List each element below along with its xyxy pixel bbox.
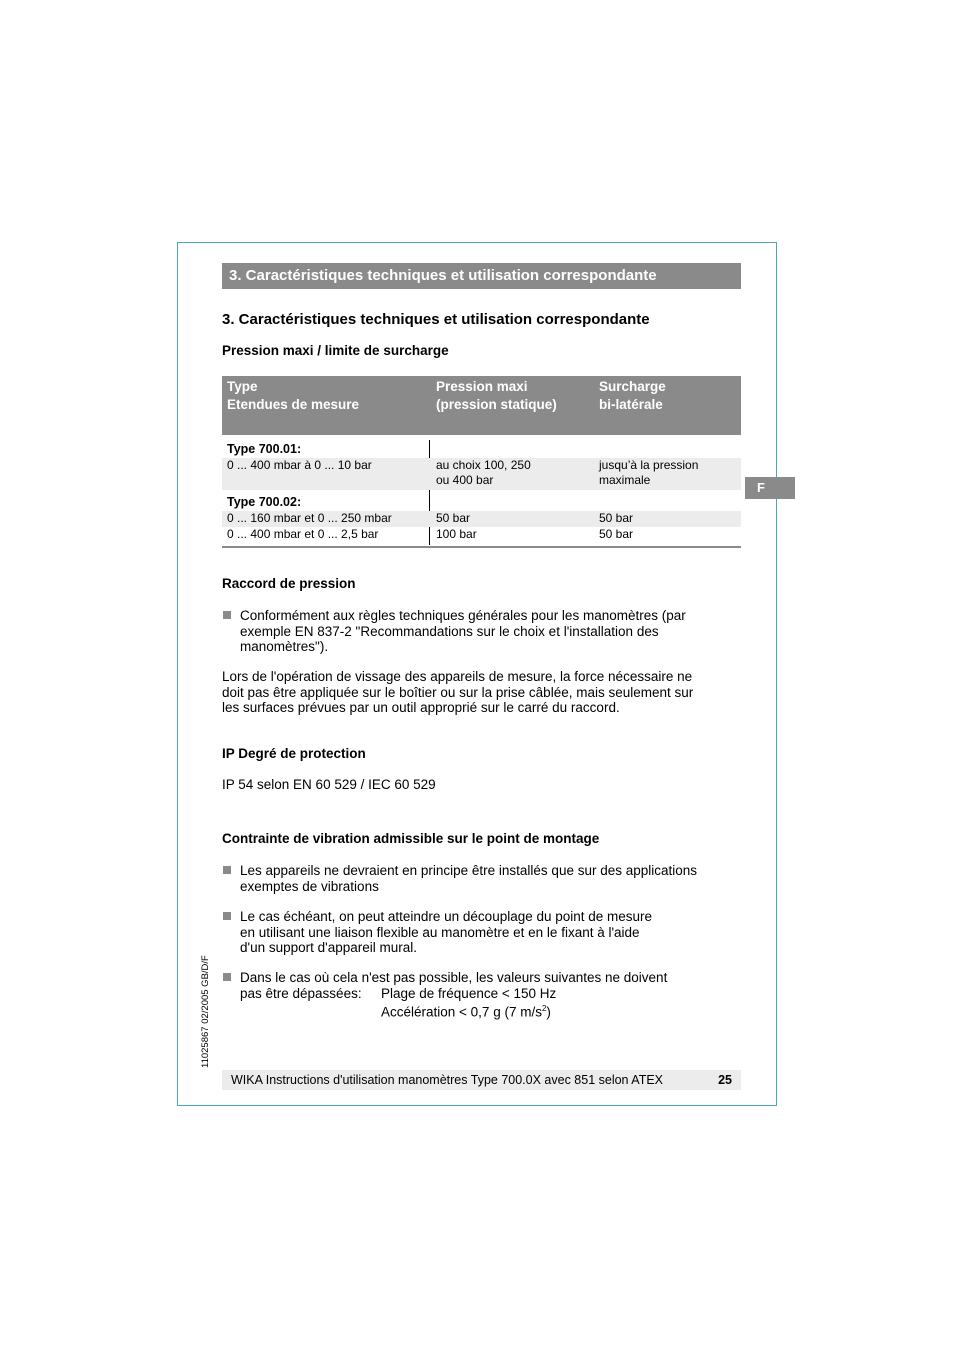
section-title: 3. Caractéristiques techniques et utilisation correspondante [222,311,650,328]
table-row: 0 ... 400 mbar et 0 ... 2,5 bar 100 bar 50 bar [227,527,634,541]
document-code: 11025867 02/2005 GB/D/F [200,955,211,1068]
table-group-label: Type 700.02: [227,495,302,509]
square-bullet-icon [223,611,231,619]
square-bullet-icon [223,912,231,920]
header-col-type: Type Etendues de mesure [227,379,360,412]
header-col-pressure: Pression maxi (pression statique) [436,379,557,412]
square-bullet-icon [223,973,231,981]
table-row: 0 ... 160 mbar et 0 ... 250 mbar 50 bar 50 bar [222,511,741,527]
table-group-label: Type 700.01: [227,442,302,456]
list-item: Les appareils ne devraient en principe être installés que sur des applications exemptes de vibrations [222,863,742,894]
ip-title: IP Degré de protection [222,746,366,761]
raccord-title: Raccord de pression [222,576,356,591]
raccord-paragraph: Lors de l'opération de vissage des appareils de mesure, la force nécessaire ne doit pas être appliquée sur le boîtier ou sur la prise câblée, mais seulement sur les surfaces prévues par un outil approprié sur le carré du raccord. [222,669,694,715]
page-footer [222,1070,741,1090]
table-row: 0 ... 400 mbar à 0 ... 10 bar au choix 100, 250 ou 400 bar jusqu’à la pression maximale [222,458,741,490]
vibration-title: Contrainte de vibration admissible sur le point de montage [222,831,600,846]
list-item: Le cas échéant, on peut atteindre un découplage du point de mesure en utilisant une liaison flexible au manomètre et en le fixant à l'aide d'un support d'appareil mural. [222,909,742,956]
header-col-overload: Surcharge bi-latérale [599,379,666,412]
list-item: Dans le cas où cela n'est pas possible, les valeurs suivantes ne doivent pas être dépassées: Plage de fréquence < 150 Hz Accélération < 0,7 g (7 $m/s^2$) [222,970,742,1020]
ip-text: IP 54 selon EN 60 529 / IEC 60 529 [222,777,436,792]
page-number: 25 [718,1073,732,1087]
table-bottom-rule [222,546,741,548]
chapter-header-bar: 3. Caractéristiques techniques et utilisation correspondante [222,263,741,289]
pressure-title: Pression maxi / limite de surcharge [222,343,449,358]
footer-text: WIKA Instructions d'utilisation manomètres Type 700.0X avec 851 selon ATEX [231,1073,664,1087]
list-item: Conformément aux règles techniques générales pour les manomètres (par exemple EN 837-2 "Recommandations sur le choix et l'installation des manomètres"). [222,608,742,655]
square-bullet-icon [223,866,231,874]
table-header [222,376,741,435]
language-tab: F [745,477,795,499]
